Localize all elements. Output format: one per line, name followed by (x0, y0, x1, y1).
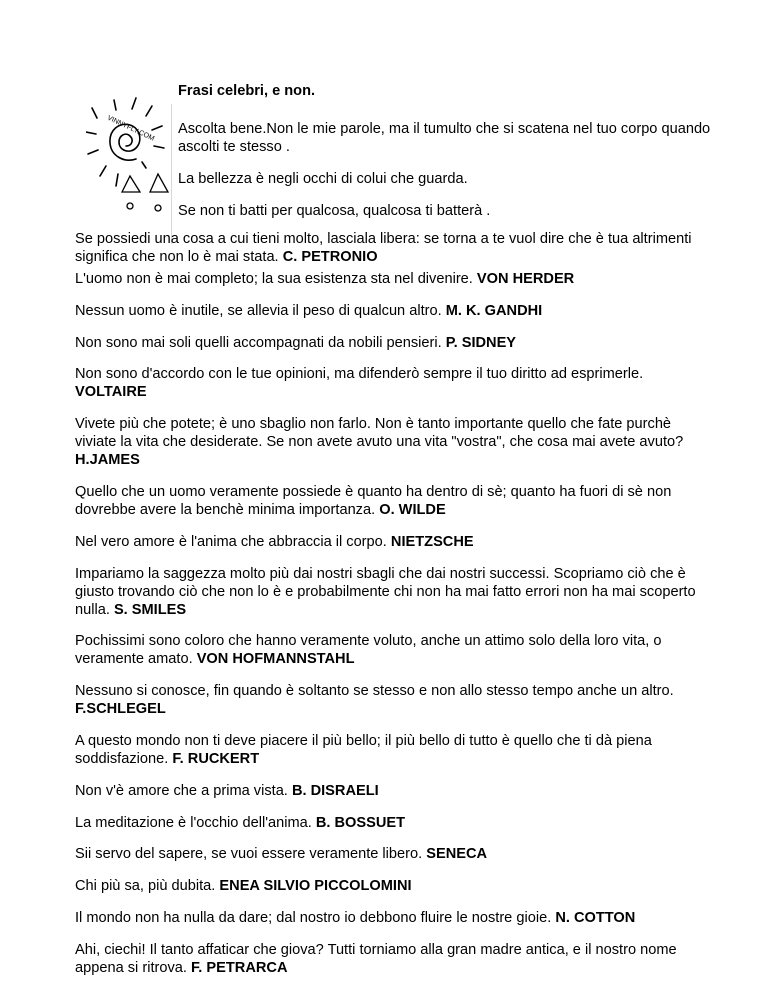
quote-author: VON HOFMANNSTAHL (196, 651, 355, 668)
quote-text: Non sono mai soli quelli accompagnati da nobili pensieri. (75, 334, 442, 351)
quote-item (75, 334, 705, 352)
quote-text: La meditazione è l'occhio dell'anima. (75, 814, 312, 831)
quote-item (75, 270, 705, 288)
quote-text: L'uomo non è mai completo; la sua esistenza sta nel divenire. (75, 271, 473, 287)
header-block (178, 82, 718, 234)
quote-author: H.JAMES (75, 452, 140, 469)
quote-item (75, 782, 705, 800)
quote-text: Nessuno si conosce, fin quando è soltanto se stesso e non allo stesso tempo anche un altro. (75, 683, 674, 700)
quote-text: Sii servo del sapere, se vuoi essere veramente libero. (75, 846, 423, 863)
quote-item (75, 302, 705, 320)
quote-author: B. DISRAELI (291, 782, 379, 799)
quote-item (75, 682, 705, 718)
quote-author: VOLTAIRE (75, 384, 147, 401)
quote-author: F.SCHLEGEL (75, 701, 166, 718)
quote-item (75, 230, 705, 266)
quote-item (75, 814, 705, 832)
quote-author: NIETZSCHE (390, 533, 474, 550)
page-title: Frasi celebri, e non. (178, 83, 316, 99)
quote-item (75, 941, 705, 977)
logo-text: VINNYFLY.COM (106, 114, 156, 143)
quote-text: Quello che un uomo veramente possiede è quanto ha dentro di sè; quanto ha fuori di sè non dovrebbe avere la benchè minima importanza. (75, 483, 672, 518)
quote-item (75, 877, 705, 895)
quote-text: Ahi, ciechi! Il tanto affaticar che giova? Tutti torniamo alla gran madre antica, e il nostro nome appena si ritrova. (75, 941, 677, 976)
quote-author: N. COTTON (555, 909, 636, 926)
quote-author: SENECA (426, 846, 488, 863)
header-line: Se non ti batti per qualcosa, qualcosa ti batterà . (178, 203, 491, 219)
quote-text: Chi più sa, più dubita. (75, 878, 216, 895)
quote-author: B. BOSSUET (315, 814, 406, 831)
header-line: Ascolta bene.Non le mie parole, ma il tumulto che si scatena nel tuo corpo quando ascolti te stesso . (178, 121, 711, 155)
quote-text: Pochissimi sono coloro che hanno veramente voluto, anche un attimo solo della loro vita, o veramente amato. (75, 633, 662, 668)
quote-author: M. K. GANDHI (445, 302, 543, 319)
quote-author: S. SMILES (113, 601, 187, 618)
quote-item (75, 533, 705, 551)
quote-item (75, 415, 705, 469)
quote-text: Non sono d'accordo con le tue opinioni, ma difenderò sempre il tuo diritto ad esprimerle. (75, 366, 644, 383)
quote-text: Impariamo la saggezza molto più dai nostri sbagli che dai nostri successi. Scopriamo ciò che è giusto trovando ciò che non lo è e probabilmente chi non ha mai fatto errori non ha mai scoperto nulla. (75, 565, 696, 618)
sun-logo-icon (86, 96, 174, 220)
quote-author: O. WILDE (379, 501, 446, 518)
quote-item (75, 732, 705, 768)
quote-text: A questo mondo non ti deve piacere il più bello; il più bello di tutto è quello che ti dà piena soddisfazione. (75, 732, 652, 767)
quote-text: Non v'è amore che a prima vista. (75, 782, 288, 799)
quote-item (75, 565, 705, 619)
quote-item (75, 909, 705, 927)
quote-text: Nel vero amore è l'anima che abbraccia il corpo. (75, 533, 387, 550)
quote-text: Nessun uomo è inutile, se allevia il peso di qualcun altro. (75, 302, 442, 319)
quote-item (75, 632, 705, 668)
quote-author: F. PETRARCA (191, 959, 288, 976)
quote-item (75, 365, 705, 401)
quote-text: Il mondo non ha nulla da dare; dal nostro io debbono fluire le nostre gioie. (75, 909, 552, 926)
header-line: La bellezza è negli occhi di colui che guarda. (178, 171, 468, 187)
vertical-divider (171, 104, 172, 244)
quote-author: P. SIDNEY (445, 334, 517, 351)
quotes-list (75, 230, 705, 991)
quote-author: C. PETRONIO (282, 249, 378, 265)
quote-author: VON HERDER (476, 271, 575, 287)
quote-author: F. RUCKERT (172, 750, 260, 767)
quote-item (75, 483, 705, 519)
quote-text: Se possiedi una cosa a cui tieni molto, lasciala libera: se torna a te vuol dire che è tua altrimenti significa che non lo è mai stata. (75, 231, 692, 265)
quote-author: ENEA SILVIO PICCOLOMINI (219, 878, 412, 895)
quote-item (75, 845, 705, 863)
quote-text: Vivete più che potete; è uno sbaglio non farlo. Non è tanto importante quello che fate purchè viviate la vita che desiderate. Se non avete avuto una vita "vostra", che cosa mai avete avuto? (75, 416, 684, 451)
